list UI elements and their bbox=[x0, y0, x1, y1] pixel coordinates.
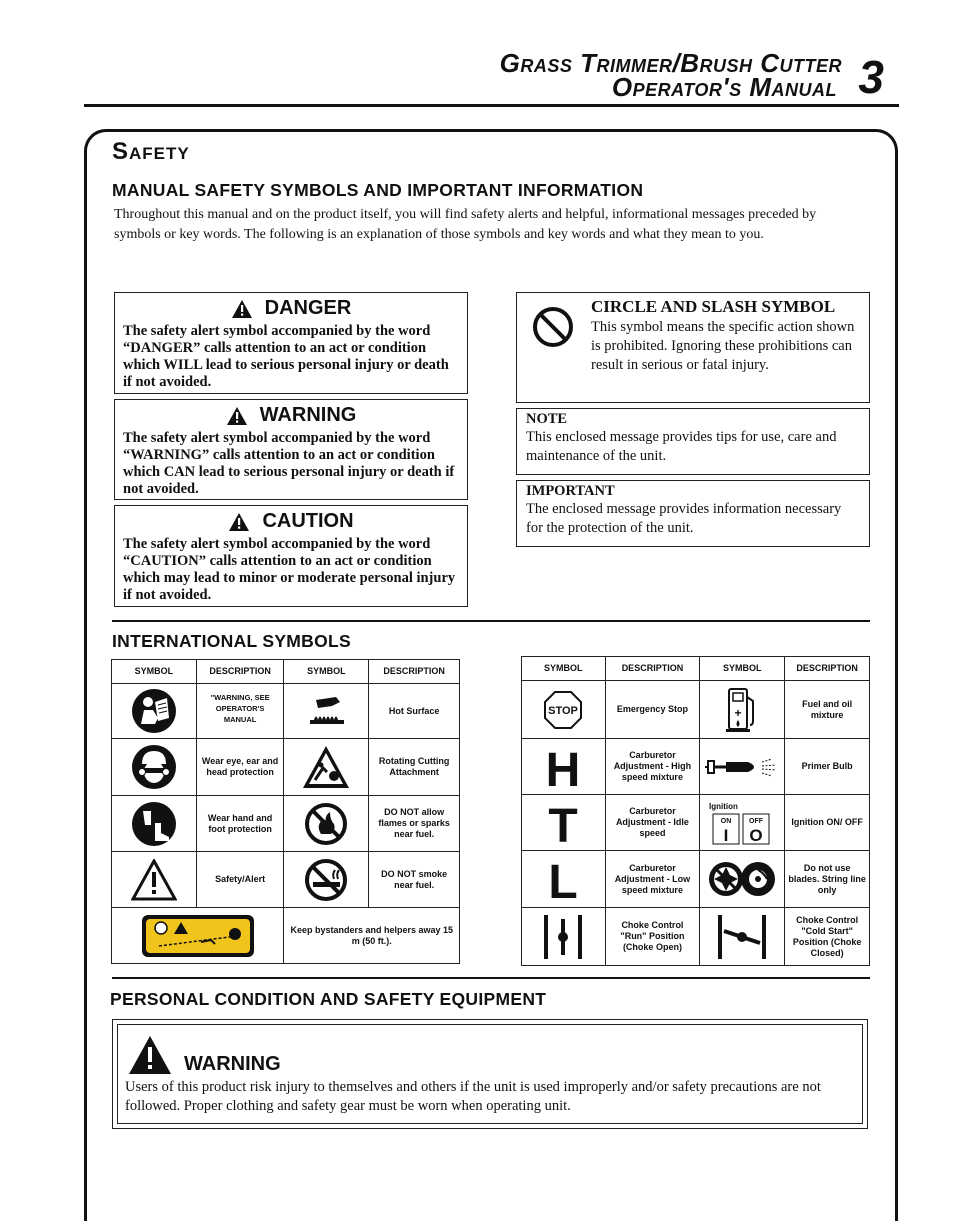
important-title: IMPORTANT bbox=[526, 483, 615, 499]
alert-triangle-icon bbox=[128, 1035, 172, 1075]
manual-title-line2: Operator's Manual bbox=[611, 72, 837, 102]
warning-box bbox=[114, 399, 468, 500]
table-row bbox=[112, 908, 460, 964]
desc-cell: Primer Bulb bbox=[785, 739, 870, 795]
manual-symbols-heading: MANUAL SAFETY SYMBOLS AND IMPORTANT INFORMATION bbox=[112, 180, 644, 200]
important-body: The enclosed message provides information necessary for the protection of the unit. bbox=[526, 501, 842, 536]
col-description: DESCRIPTION bbox=[785, 657, 870, 681]
table-row bbox=[522, 795, 870, 851]
caution-title: CAUTION bbox=[262, 510, 354, 532]
desc-cell: "WARNING, SEE OPERATOR'S MANUAL bbox=[196, 684, 284, 739]
fuel-oil-mixture-icon bbox=[725, 687, 759, 733]
no-smoking-icon bbox=[304, 858, 348, 902]
caution-body: The safety alert symbol accompanied by the word “CAUTION” calls attention to an act or condition which may lead to minor or moderate personal injury if not avoided. bbox=[123, 536, 456, 603]
read-manual-icon bbox=[131, 688, 177, 734]
page-number: 3 bbox=[858, 51, 884, 103]
ignition-icon bbox=[707, 800, 777, 846]
col-description: DESCRIPTION bbox=[605, 657, 700, 681]
personal-warning-title: WARNING bbox=[184, 1053, 281, 1075]
desc-cell: DO NOT smoke near fuel. bbox=[369, 852, 460, 908]
personal-warning-body: Users of this product risk injury to themselves and others if the unit is used improperly and/or safety precautions are not followed. Proper clothing and safety gear must be worn when operating unit. bbox=[125, 1079, 821, 1114]
desc-cell: Ignition ON/ OFF bbox=[785, 795, 870, 851]
letter-t: T bbox=[548, 800, 578, 845]
letter-l: L bbox=[548, 857, 578, 901]
desc-cell: Safety/Alert bbox=[196, 852, 284, 908]
circle-slash-box bbox=[516, 292, 870, 403]
table-row bbox=[522, 908, 870, 966]
header-rule bbox=[84, 104, 899, 107]
col-symbol: SYMBOL bbox=[700, 657, 785, 681]
col-description: DESCRIPTION bbox=[196, 660, 284, 684]
carburetor-idle-icon bbox=[543, 801, 583, 845]
table-row bbox=[112, 796, 460, 852]
alert-triangle-icon bbox=[228, 512, 250, 532]
section-rule bbox=[112, 620, 870, 622]
hand-foot-protection-icon bbox=[131, 801, 177, 847]
section-title: Safety bbox=[112, 138, 190, 165]
ignition-off-mark: O bbox=[749, 825, 763, 845]
col-description: DESCRIPTION bbox=[369, 660, 460, 684]
col-symbol: SYMBOL bbox=[522, 657, 606, 681]
note-body: This enclosed message provides tips for use, care and maintenance of the unit. bbox=[526, 429, 837, 464]
personal-heading: PERSONAL CONDITION AND SAFETY EQUIPMENT bbox=[110, 989, 547, 1009]
no-blades-icon bbox=[706, 859, 778, 899]
rotating-attachment-icon bbox=[301, 744, 351, 790]
danger-title: DANGER bbox=[264, 297, 352, 319]
ignition-off: OFF bbox=[749, 817, 764, 825]
desc-cell: Rotating Cutting Attachment bbox=[369, 739, 460, 796]
carburetor-high-icon bbox=[543, 745, 583, 789]
caution-box bbox=[114, 505, 468, 607]
keep-bystanders-away-icon bbox=[141, 914, 255, 958]
table-row bbox=[522, 681, 870, 739]
circle-slash-title: CIRCLE AND SLASH SYMBOL bbox=[591, 297, 836, 316]
manual-title-line1: Grass Trimmer/Brush Cutter bbox=[499, 48, 842, 78]
ignition-on: ON bbox=[720, 817, 732, 825]
desc-cell: DO NOT allow flames or sparks near fuel. bbox=[369, 796, 460, 852]
hot-surface-icon bbox=[302, 694, 350, 728]
important-box bbox=[516, 480, 870, 547]
desc-cell: Carburetor Adjustment - Low speed mixture bbox=[605, 851, 700, 908]
danger-box bbox=[114, 292, 468, 394]
table-row bbox=[112, 739, 460, 796]
circle-slash-body: This symbol means the specific action shown is prohibited. Ignoring these prohibitions can result in serious or fatal injury. bbox=[591, 319, 855, 373]
prohibited-icon bbox=[531, 305, 575, 349]
section-rule bbox=[112, 977, 870, 979]
desc-cell: Choke Control "Run" Position (Choke Open) bbox=[605, 908, 700, 966]
personal-warning-box bbox=[117, 1024, 863, 1124]
eye-ear-head-protection-icon bbox=[131, 744, 177, 790]
desc-cell: Emergency Stop bbox=[605, 681, 700, 739]
table-row bbox=[112, 852, 460, 908]
alert-triangle-icon bbox=[226, 406, 248, 426]
col-symbol: SYMBOL bbox=[112, 660, 197, 684]
carburetor-low-icon bbox=[543, 857, 583, 901]
desc-cell: Carburetor Adjustment - High speed mixture bbox=[605, 739, 700, 795]
desc-cell: Do not use blades. String line only bbox=[785, 851, 870, 908]
svg-text:+: + bbox=[734, 705, 742, 720]
desc-cell: Carburetor Adjustment - Idle speed bbox=[605, 795, 700, 851]
warning-title: WARNING bbox=[259, 404, 357, 426]
note-title: NOTE bbox=[526, 411, 568, 427]
note-box bbox=[516, 408, 870, 475]
primer-bulb-icon bbox=[704, 756, 780, 778]
letter-h: H bbox=[545, 744, 581, 789]
desc-cell: Keep bystanders and helpers away 15 m (50 ft.). bbox=[284, 908, 460, 964]
symbols-table-right bbox=[521, 656, 870, 966]
symbols-table-left bbox=[111, 659, 460, 964]
desc-cell: Wear eye, ear and head protection bbox=[196, 739, 284, 796]
danger-body: The safety alert symbol accompanied by the word “DANGER” calls attention to an act or condition which WILL lead to serious personal injury or death if not avoided. bbox=[123, 323, 449, 390]
ignition-label: Ignition bbox=[709, 801, 739, 811]
desc-cell: Wear hand and foot protection bbox=[196, 796, 284, 852]
warning-body: The safety alert symbol accompanied by the word “WARNING” calls attention to an act or condition which CAN lead to serious personal injury or death if not avoided. bbox=[123, 430, 455, 497]
choke-cold-start-icon bbox=[714, 913, 770, 961]
table-row bbox=[112, 684, 460, 739]
emergency-stop-icon bbox=[544, 691, 582, 729]
desc-cell: Fuel and oil mixture bbox=[785, 681, 870, 739]
stop-text: STOP bbox=[548, 704, 579, 717]
alert-triangle-icon bbox=[231, 299, 253, 319]
no-flames-icon bbox=[304, 802, 348, 846]
safety-alert-icon bbox=[131, 859, 177, 901]
international-heading: INTERNATIONAL SYMBOLS bbox=[112, 631, 351, 651]
ignition-on-mark: I bbox=[723, 825, 729, 845]
choke-run-icon bbox=[538, 913, 588, 961]
table-row bbox=[522, 851, 870, 908]
col-symbol: SYMBOL bbox=[284, 660, 369, 684]
table-row bbox=[522, 739, 870, 795]
intro-paragraph: Throughout this manual and on the product itself, you will find safety alerts and helpful, informational messages preceded by symbols or key words. The following is an explanation of those symbols and key words and what they mean to you. bbox=[114, 207, 817, 242]
desc-cell: Hot Surface bbox=[369, 684, 460, 739]
desc-cell: Choke Control "Cold Start" Position (Choke Closed) bbox=[785, 908, 870, 966]
